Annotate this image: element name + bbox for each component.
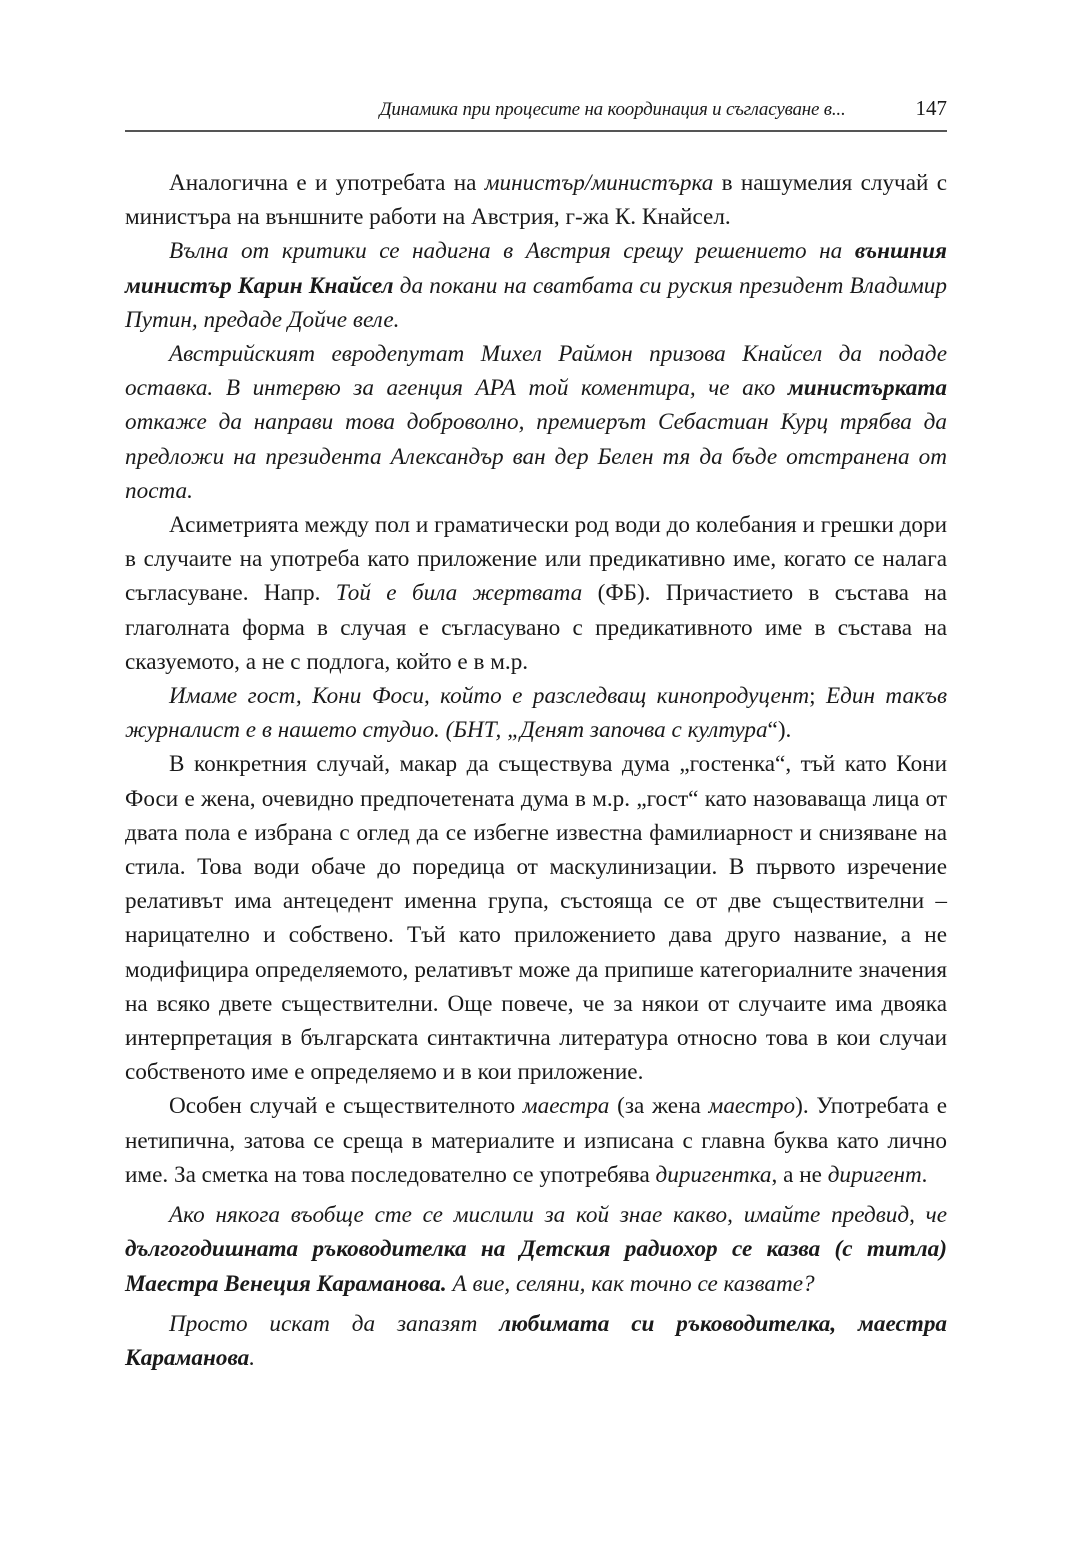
- quoted-example: [125, 1198, 947, 1301]
- text-run: Асиметрията между пол и граматически род води до колебания и грешки дори в случаите на употреба като приложение или предикативно име, когато се налага съгласуване. Напр.: [125, 512, 947, 607]
- text-run: .: [249, 1344, 256, 1371]
- upright-text: “).: [767, 717, 792, 744]
- bold-emphasis: любимата си ръководителка, маестра Караманова: [125, 1310, 948, 1371]
- text-run: Един такъв журналист е в нашето студио. (БНТ, „Денят започва с култура: [125, 683, 948, 744]
- running-title: Динамика при процесите на координация и съгласуване в...: [379, 99, 846, 120]
- text-run: Особен случай е съществителното: [169, 1093, 523, 1120]
- text-run: , а не: [771, 1161, 828, 1188]
- text-run: ). Употребата е нетипична, затова се среща в материалите и изписана с главна буква като лично име. За сметка на това последователно се употребява: [125, 1093, 947, 1188]
- quoted-example: [125, 234, 947, 337]
- italic-term: маестра: [522, 1093, 610, 1120]
- italic-term: Той е била жертвата: [335, 580, 583, 607]
- running-header: [125, 96, 947, 130]
- bold-emphasis: министърката: [787, 375, 947, 402]
- paragraph: [125, 747, 947, 1089]
- text-run: А вие, селяни, как точно се казвате?: [446, 1270, 815, 1297]
- text-run: Вълна от критики се надигна в Австрия срещу решението на: [169, 238, 855, 265]
- text-run: Имаме гост, Кони Фоси, който е разследващ кинопродуцент: [169, 683, 810, 710]
- header-rule: [125, 130, 947, 132]
- text-run: Австрийският евродепутат Михел Раймон призова Кнайсел да подаде оставка. В интервю за агенция АРА той коментира, че ако: [125, 341, 947, 402]
- quoted-example: [125, 679, 947, 747]
- paragraph: [125, 508, 947, 679]
- paragraph: [125, 166, 947, 234]
- bold-emphasis: дългогодишната ръководителка на Детския радиохор се казва (с титла) Маестра Венеция Караманова.: [125, 1236, 947, 1297]
- text-run: (ФБ). Причастието в състава на глаголната форма в случая е съгласувано с предикативното име в състава на сказуемото, а не с подлога, който е в м.р.: [125, 580, 947, 675]
- bold-emphasis: външния министър Карин Кнайсел: [125, 238, 947, 299]
- text-run: да покани на сватбата си руския президент Владимир Путин, предаде Дойче веле.: [125, 272, 947, 333]
- text-run: откаже да направи това доброволно, премиерът Себастиан Курц трябва да предложи на президента Александър ван дер Белен тя да бъде отстранена от поста.: [125, 409, 947, 504]
- text-run: (за жена: [609, 1093, 709, 1120]
- text-run: в нашумелия случай с министъра на външните работи на Австрия, г-жа К. Кнайсел.: [125, 170, 947, 231]
- book-page: [125, 96, 947, 1375]
- upright-text: ;: [809, 683, 826, 710]
- quoted-example: [125, 337, 947, 508]
- italic-term: маестро: [708, 1093, 796, 1120]
- text-run: Аналогична е и употребата на: [169, 170, 485, 196]
- text-run: В конкретния случай, макар да съществува дума „гостенка“, тъй като Кони Фоси е жена, очевидно предпочетената дума в м.р. „гост“ като назоваваща лица от двата пола е избрана с оглед да се избегне известна фамилиарност и снизяване на стила. Това води обаче до поредица от маскулинизации. В първото изречение релативът има антецедент именна група, състояща се от две съществителни – нарицателно и собствено. Тъй като приложението дава друго название, а не модифицира определяемото, релативът може да припише категориалните значения на всяко двете съществителни. Още повече, че за някои от случаите има двояка интерпретация в българската синтактична литература относно това в кои случаи собственото име е определяемо и в кои приложение.: [125, 751, 947, 1086]
- body-text: [125, 166, 947, 1375]
- italic-term: диригент.: [827, 1161, 928, 1188]
- italic-term: диригентка: [655, 1161, 772, 1188]
- quoted-example: [125, 1307, 947, 1375]
- italic-term: министър/министърка: [484, 170, 714, 196]
- page-number: 147: [915, 96, 947, 120]
- paragraph: [125, 1089, 947, 1192]
- text-run: Просто искат да запазят: [169, 1310, 500, 1337]
- text-run: Ако някога въобще сте се мислили за кой знае какво, имайте предвид, че: [169, 1202, 947, 1229]
